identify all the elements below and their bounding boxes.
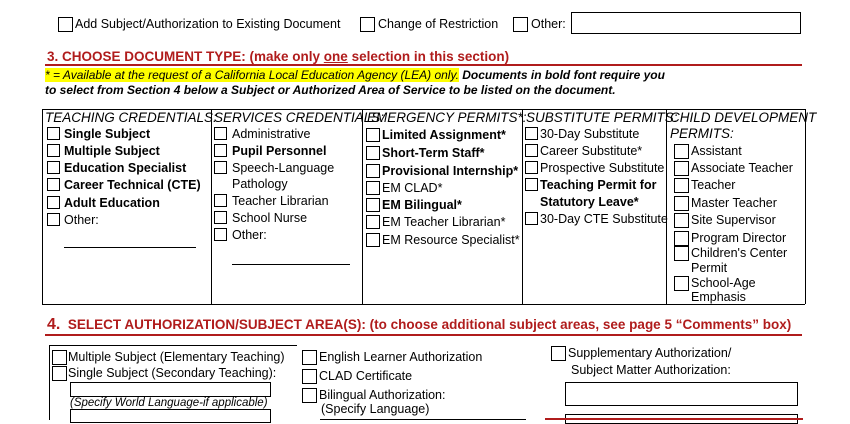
statutory-leave-label: Statutory Leave* — [540, 195, 639, 209]
child-dev-header-line1: CHILD DEVELOPMENT — [670, 110, 817, 125]
limited-assignment-checkbox[interactable] — [366, 128, 380, 142]
single-subject-label: Single Subject — [64, 127, 151, 141]
teacher-librarian-checkbox[interactable] — [214, 194, 227, 207]
services-other-line[interactable] — [232, 264, 350, 265]
other-top-checkbox[interactable] — [513, 17, 528, 32]
section4-multiple-subject-checkbox[interactable] — [52, 350, 67, 365]
emphasis-label: Emphasis — [691, 290, 746, 304]
prospective-substitute-label: Prospective Substitute — [540, 161, 665, 175]
section3-title — [47, 48, 509, 65]
bilingual-specify-label: (Specify Language) — [321, 402, 430, 416]
career-technical-checkbox[interactable] — [47, 178, 60, 191]
30-day-cte-substitute-checkbox[interactable] — [525, 212, 538, 225]
section3-note-line1 — [45, 68, 665, 83]
world-language-input[interactable] — [70, 409, 271, 423]
program-director-label: Program Director — [691, 231, 787, 245]
services-other-checkbox[interactable] — [214, 228, 227, 241]
section4-single-subject-checkbox[interactable] — [52, 366, 67, 381]
world-language-hint: (Specify World Language-if applicable) — [70, 397, 268, 409]
30-day-cte-substitute-label: 30-Day CTE Substitute — [540, 212, 668, 226]
site-supervisor-checkbox[interactable] — [674, 213, 689, 228]
teacher-label: Teacher — [691, 178, 736, 192]
section3-note-line2: to select from Section 4 below a Subject or Authorized Area of Service to be listed on the document. — [45, 83, 616, 97]
child-dev-header-line2: PERMITS: — [670, 126, 734, 141]
other-top-input[interactable] — [571, 12, 801, 34]
school-age-checkbox[interactable] — [674, 276, 689, 291]
pupil-personnel-checkbox[interactable] — [214, 144, 227, 157]
bilingual-checkbox[interactable] — [302, 388, 317, 403]
30-day-substitute-checkbox[interactable] — [525, 127, 538, 140]
section3-rule — [45, 64, 802, 66]
em-teacher-librarian-checkbox[interactable] — [366, 215, 380, 229]
em-bilingual-checkbox[interactable] — [366, 198, 380, 212]
table-col4-border — [522, 109, 523, 304]
assistant-checkbox[interactable] — [674, 144, 689, 159]
english-learner-checkbox[interactable] — [302, 350, 317, 365]
master-teacher-checkbox[interactable] — [674, 196, 689, 211]
supplementary-input-1[interactable] — [565, 382, 798, 406]
services-header: SERVICES CREDENTIALS: — [214, 110, 385, 125]
add-subject-checkbox[interactable] — [58, 17, 73, 32]
administrative-label: Administrative — [232, 127, 311, 141]
section4-number: 4. — [47, 316, 61, 333]
em-resource-specialist-label: EM Resource Specialist* — [382, 233, 520, 247]
table-col5-border — [666, 109, 667, 304]
em-clad-label: EM CLAD* — [382, 181, 443, 195]
program-director-checkbox[interactable] — [674, 231, 689, 246]
teaching-other-line[interactable] — [64, 247, 196, 248]
site-supervisor-label: Site Supervisor — [691, 213, 776, 227]
30-day-substitute-label: 30-Day Substitute — [540, 127, 640, 141]
section4-multiple-subject-label: Multiple Subject (Elementary Teaching) — [68, 350, 285, 364]
em-teacher-librarian-label: EM Teacher Librarian* — [382, 215, 506, 229]
other-top-label: Other: — [531, 17, 566, 31]
section3-note-highlight: * = Available at the request of a California Local Education Agency (LEA) only. — [45, 68, 459, 82]
adult-education-checkbox[interactable] — [47, 196, 60, 209]
section4-box-top — [49, 345, 297, 346]
childrens-center-checkbox[interactable] — [674, 246, 689, 261]
add-subject-label: Add Subject/Authorization to Existing Document — [75, 17, 341, 31]
clad-label: CLAD Certificate — [319, 369, 413, 383]
single-subject-checkbox[interactable] — [47, 127, 60, 140]
short-term-staff-label: Short-Term Staff* — [382, 146, 485, 160]
pathology-label: Pathology — [232, 177, 288, 191]
em-resource-specialist-checkbox[interactable] — [366, 233, 380, 247]
section3-title-suffix: selection in this section) — [347, 49, 510, 64]
change-restriction-checkbox[interactable] — [360, 17, 375, 32]
education-specialist-checkbox[interactable] — [47, 161, 60, 174]
english-learner-label: English Learner Authorization — [319, 350, 483, 364]
multiple-subject-label: Multiple Subject — [64, 144, 160, 158]
single-subject-input[interactable] — [70, 382, 271, 397]
teaching-other-checkbox[interactable] — [47, 213, 60, 226]
pupil-personnel-label: Pupil Personnel — [232, 144, 327, 158]
clad-checkbox[interactable] — [302, 369, 317, 384]
services-other-label: Other: — [232, 228, 267, 242]
childrens-center-label: Children's Center — [691, 246, 788, 260]
adult-education-label: Adult Education — [64, 196, 160, 210]
section4-title — [47, 316, 791, 333]
school-nurse-checkbox[interactable] — [214, 211, 227, 224]
section4-rule — [45, 334, 802, 336]
school-nurse-label: School Nurse — [232, 211, 308, 225]
bilingual-label: Bilingual Authorization: — [319, 388, 446, 402]
emergency-header: EMERGENCY PERMITS*: — [367, 110, 527, 125]
table-left-border — [42, 109, 43, 304]
substitute-header: SUBSTITUTE PERMITS: — [526, 110, 678, 125]
speech-language-checkbox[interactable] — [214, 161, 227, 174]
change-restriction-label: Change of Restriction — [378, 17, 499, 31]
career-technical-label: Career Technical (CTE) — [64, 178, 201, 192]
assistant-label: Assistant — [691, 144, 742, 158]
teacher-librarian-label: Teacher Librarian — [232, 194, 329, 208]
section4-title-text: SELECT AUTHORIZATION/SUBJECT AREA(S): (to choose additional subject areas, see page 5 “Comments” box) — [67, 317, 792, 332]
permit-label: Permit — [691, 261, 728, 275]
multiple-subject-checkbox[interactable] — [47, 144, 60, 157]
prospective-substitute-checkbox[interactable] — [525, 161, 538, 174]
master-teacher-label: Master Teacher — [691, 196, 777, 210]
table-col2-border — [211, 109, 212, 304]
teaching-header: TEACHING CREDENTIALS: — [45, 110, 217, 125]
school-age-label: School-Age — [691, 276, 756, 290]
limited-assignment-label: Limited Assignment* — [382, 128, 506, 142]
supplementary-label: Supplementary Authorization/ — [568, 346, 732, 360]
education-specialist-label: Education Specialist — [64, 161, 187, 175]
em-clad-checkbox[interactable] — [366, 181, 380, 195]
provisional-internship-checkbox[interactable] — [366, 164, 380, 178]
speech-language-label: Speech-Language — [232, 161, 335, 175]
section4-box-left — [49, 345, 50, 420]
em-bilingual-label: EM Bilingual* — [382, 198, 462, 212]
short-term-staff-checkbox[interactable] — [366, 146, 380, 160]
teaching-permit-label: Teaching Permit for — [540, 178, 657, 192]
section3-title-one: one — [323, 49, 348, 64]
teacher-checkbox[interactable] — [674, 178, 689, 193]
associate-teacher-label: Associate Teacher — [691, 161, 793, 175]
section4-single-subject-label: Single Subject (Secondary Teaching): — [68, 366, 277, 380]
career-substitute-checkbox[interactable] — [525, 144, 538, 157]
teaching-other-label: Other: — [64, 213, 99, 227]
associate-teacher-checkbox[interactable] — [674, 161, 689, 176]
teaching-permit-checkbox[interactable] — [525, 178, 538, 191]
provisional-internship-label: Provisional Internship* — [382, 164, 519, 178]
administrative-checkbox[interactable] — [214, 127, 227, 140]
section3-title-prefix: 3. CHOOSE DOCUMENT TYPE: (make only — [47, 49, 324, 64]
supplementary-checkbox[interactable] — [551, 346, 566, 361]
career-substitute-label: Career Substitute* — [540, 144, 643, 158]
subject-matter-label: Subject Matter Authorization: — [571, 363, 731, 377]
table-col3-border — [362, 109, 363, 304]
section3-note-bold: Documents in bold font require you — [458, 68, 665, 82]
table-right-border — [805, 109, 806, 304]
